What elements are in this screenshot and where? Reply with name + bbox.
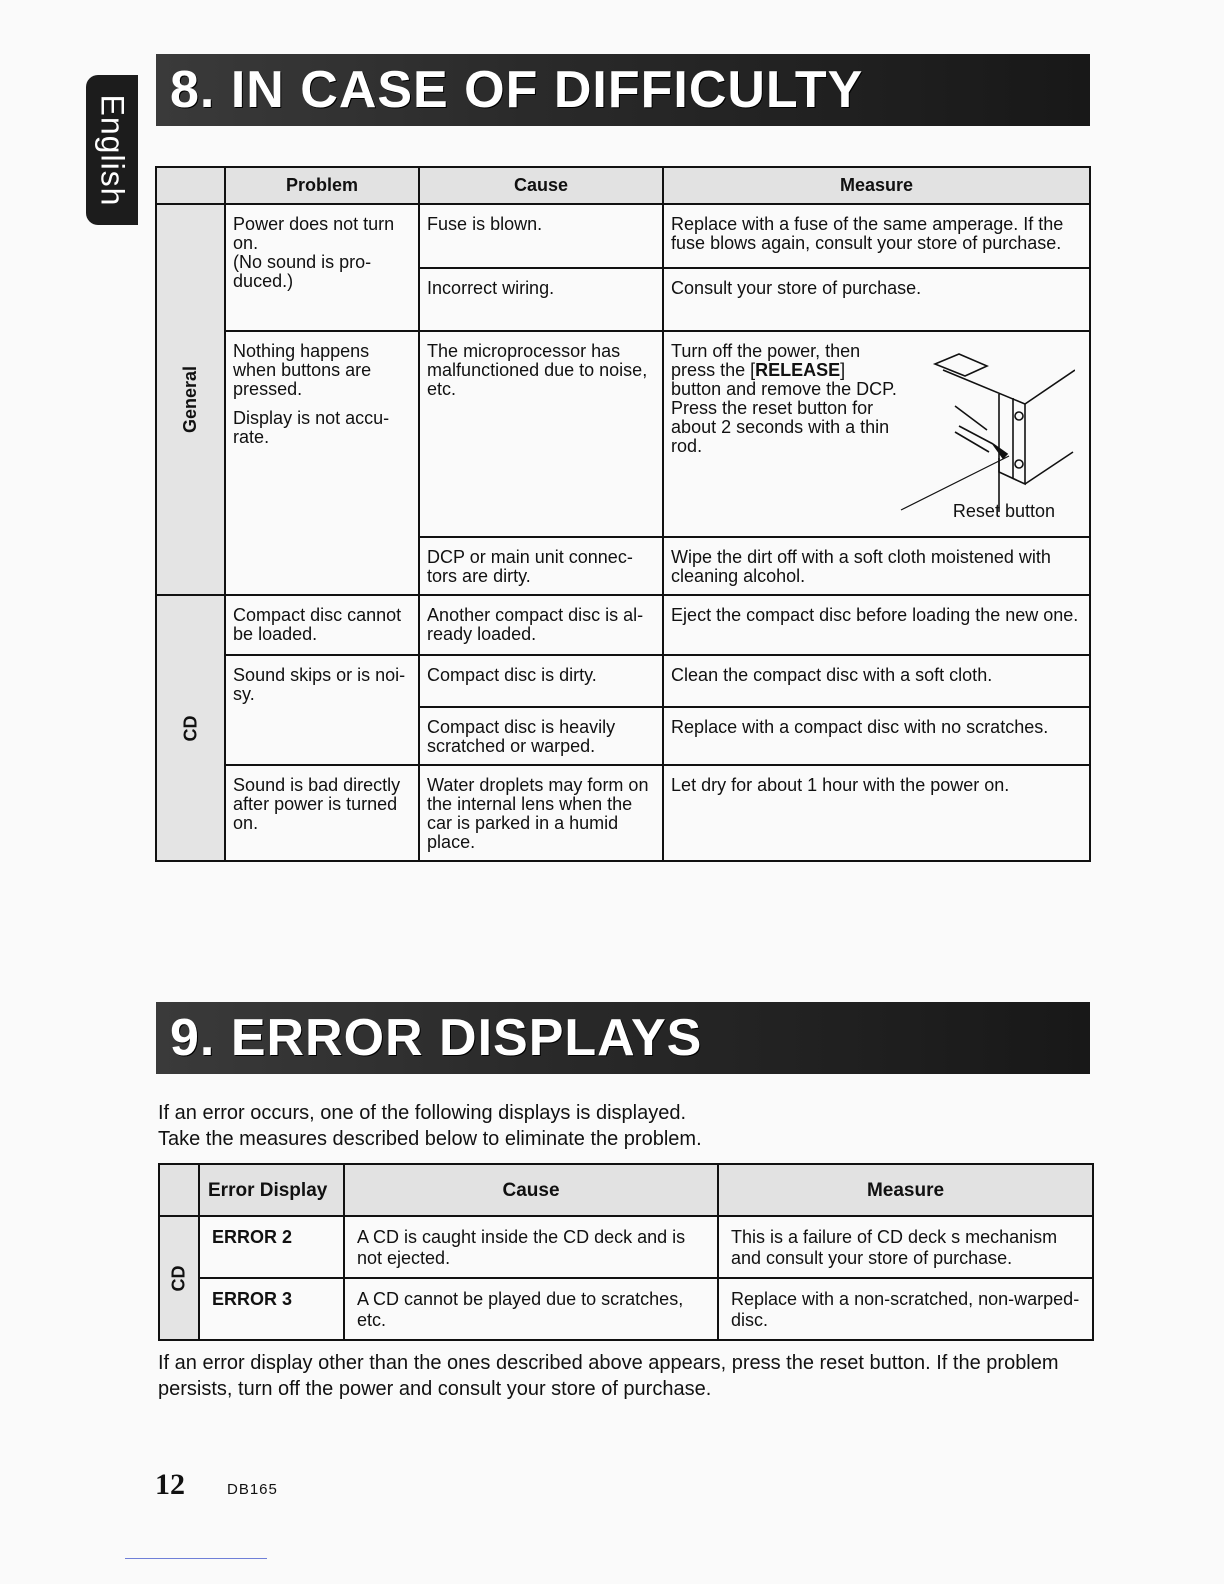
group-cd-label: CD [180,715,201,741]
reset-hole [993,444,1007,458]
group-general [156,204,225,595]
cause-cell: Fuse is blown. [419,204,663,268]
problem-cell [225,331,419,595]
table-row [156,765,1090,861]
measure-cell: Consult your store of purchase. [663,268,1090,331]
group-general-label: General [180,365,201,434]
measure-cell: Wipe the dirt off with a soft cloth moistened with cleaning alcohol. [663,537,1090,595]
measure-cell: Eject the compact disc before loading the new one. [663,595,1090,655]
group-cd [156,595,225,861]
table-header-row [156,167,1090,204]
header-side-cell [156,167,225,204]
reset-measure [671,342,1081,530]
measure-cell: This is a failure of CD deck s mechanism and consult your store of purchase. [718,1216,1093,1278]
error-code: ERROR 2 [199,1216,344,1278]
cause-cell: Incorrect wiring. [419,268,663,331]
problem-text: Display is not accu- rate. [233,408,390,447]
screw-top [1015,412,1023,420]
group-cd [159,1216,199,1340]
section-9-title: 9. ERROR DISPLAYS [170,1009,703,1067]
measure-cell: Clean the compact disc with a soft cloth. [663,655,1090,707]
error-code: ERROR 3 [199,1278,344,1340]
cause-cell: Water droplets may form on the internal lens when the car is parked in a humid place. [419,765,663,861]
unit-top-edge [935,354,987,376]
header-problem: Problem [225,167,419,204]
group-cd-label: CD [168,1265,189,1291]
unit-top-line [1025,370,1075,404]
measure-text-part: Turn off the power, then press the [ [671,341,861,380]
section-8-title: 8. IN CASE OF DIFFICULTY [170,61,864,119]
language-tab [86,75,138,225]
error-outro: If an error display other than the ones described above appears, press the reset button. If the problem persists, turn off the power and consult your store of purchase. [158,1352,1059,1400]
model-number: DB165 [227,1481,278,1498]
unit-bottom-line [1025,452,1073,484]
footer-rule [125,1558,267,1559]
cause-cell: The microprocessor has malfunctioned due to noise, etc. [419,331,663,537]
problem-text: Nothing happens when buttons are pressed. [233,341,372,399]
problem-cell: Compact disc cannot be loaded. [225,595,419,655]
measure-cell: Replace with a non-scratched, non-warped-disc. [718,1278,1093,1340]
table-row [156,204,1090,268]
error-intro: If an error occurs, one of the following displays is displayed. Take the measures described below to eliminate the problem. [158,1102,702,1150]
slot-line [955,432,989,452]
reset-button-label: Reset button [952,501,1055,521]
measure-cell: Let dry for about 1 hour with the power on. [663,765,1090,861]
measure-text [671,342,899,456]
error-header-row [159,1164,1093,1216]
table-row [159,1216,1093,1278]
table-row [156,655,1090,707]
page-number: 12 [155,1468,185,1501]
cause-cell: DCP or main unit connec- tors are dirty. [419,537,663,595]
header-cause: Cause [344,1164,718,1216]
release-keyword: RELEASE [755,360,841,380]
screw-bottom [1015,460,1023,468]
cause-cell: Another compact disc is al- ready loaded. [419,595,663,655]
measure-cell: Replace with a fuse of the same amperage. If the fuse blows again, consult your store of purchase. [663,204,1090,268]
table-row [159,1278,1093,1340]
troubleshooting-table [155,166,1091,862]
cause-cell: A CD is caught inside the CD deck and is not ejected. [344,1216,718,1278]
measure-cell [663,331,1090,537]
header-error-display: Error Display [199,1164,344,1216]
table-row [156,331,1090,537]
slot-line [959,426,993,444]
cause-cell: A CD cannot be played due to scratches, etc. [344,1278,718,1340]
problem-cell: Sound is bad directly after power is turned on. [225,765,419,861]
measure-text-part: ] button and remove the DCP. Press the reset button for about 2 seconds with a thin rod. [671,360,897,456]
reset-button-illustration [875,340,1075,515]
header-measure: Measure [663,167,1090,204]
error-table [158,1163,1094,1341]
language-tab-label: English [94,94,131,206]
header-cause: Cause [419,167,663,204]
cause-cell: Compact disc is dirty. [419,655,663,707]
section-9-header [156,1002,1090,1074]
measure-cell: Replace with a compact disc with no scratches. [663,707,1090,765]
header-measure: Measure [718,1164,1093,1216]
table-row [156,595,1090,655]
section-8-header [156,54,1090,126]
cause-cell: Compact disc is heavily scratched or warped. [419,707,663,765]
problem-cell: Sound skips or is noi- sy. [225,655,419,765]
problem-cell: Power does not turn on. (No sound is pro- duced.) [225,204,419,331]
error-header-side [159,1164,199,1216]
